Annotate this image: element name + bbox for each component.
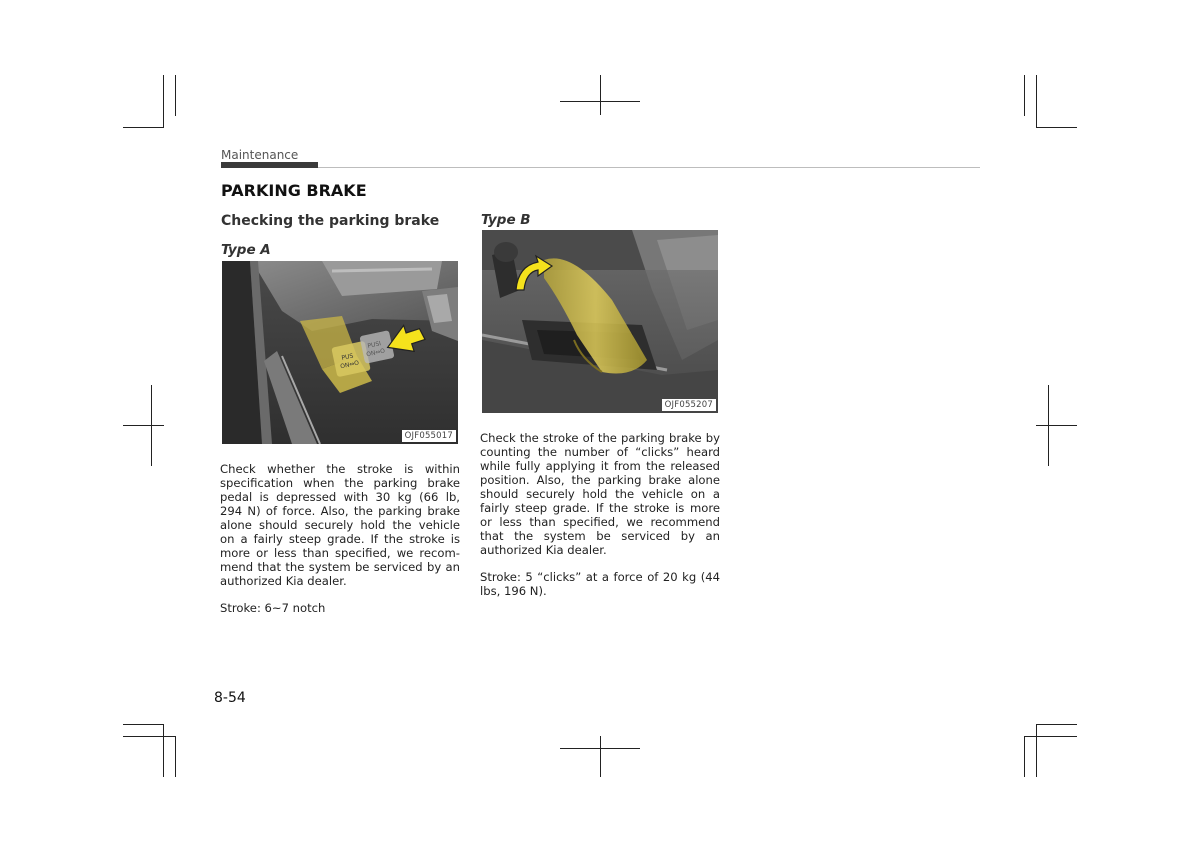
figure-code: OJF055207 <box>662 399 716 411</box>
header-rule <box>318 167 980 168</box>
parking-brake-pedal-illustration <box>222 261 458 444</box>
type-a-body: Check whether the stroke is within specification when the parking brake pedal is depressed with 30 kg (66 lb, 294 N) of force. Also, the parking brake alone should securely hold the vehicle on a fairly steep grade. If the stroke is more or less than specified, we recom-mend that the system be serviced by an authorized Kia dealer. <box>220 462 460 588</box>
section-label: Maintenance <box>221 148 299 162</box>
type-b-label: Type B <box>481 212 531 228</box>
type-a-label: Type A <box>221 242 271 258</box>
page-title: PARKING BRAKE <box>221 181 367 200</box>
parking-brake-lever-illustration <box>482 230 718 413</box>
figure-code: OJF055017 <box>402 430 456 442</box>
figure-type-a <box>222 261 458 444</box>
subheading: Checking the parking brake <box>221 213 440 229</box>
pedal-marking-2: ON⇔O <box>339 359 360 371</box>
page-number: 8-54 <box>214 690 246 706</box>
figure-type-b <box>482 230 718 413</box>
pedal-marking-1: PUS <box>340 352 354 362</box>
type-b-body: Check the stroke of the parking brake by counting the number of “clicks” heard while fully applying it from the released position. Also, the parking brake alone should securely hold the vehicle on a fairly steep grade. If the stroke is more or less than specified, we recommend that the system be serviced by an authorized Kia dealer. <box>480 431 720 557</box>
pedal-marking-3: PUSI <box>366 340 382 350</box>
pedal-marking-4: ON⇔O <box>365 347 386 359</box>
section-label-bar <box>221 162 318 168</box>
type-b-stroke: Stroke: 5 “clicks” at a force of 20 kg (44 lbs, 196 N). <box>480 570 720 598</box>
type-a-stroke: Stroke: 6~7 notch <box>220 601 326 615</box>
